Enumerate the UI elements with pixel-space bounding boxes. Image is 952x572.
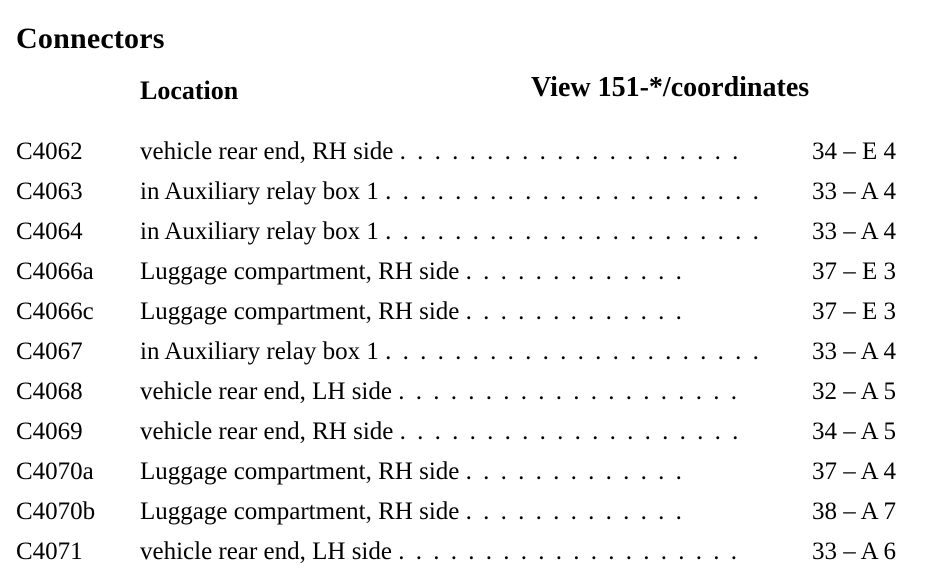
location-text: in Auxiliary relay box 1: [140, 218, 379, 245]
connector-id: C4066a: [16, 258, 94, 285]
dot-leader: . . . . . . . . . . . . .: [465, 458, 685, 485]
connector-id: C4071: [16, 538, 83, 565]
view-coordinate: 37 – E 3: [812, 298, 897, 325]
table-row: [0, 172, 952, 212]
location-text: Luggage compartment, RH side: [140, 498, 460, 525]
dot-leader: . . . . . . . . . . . . .: [465, 498, 685, 525]
view-coordinate: 33 – A 4: [812, 178, 897, 205]
connector-location: [140, 492, 800, 532]
location-text: Luggage compartment, RH side: [140, 298, 460, 325]
table-row: [0, 332, 952, 372]
connector-id: C4070b: [16, 498, 96, 525]
table-row: [0, 252, 952, 292]
dot-leader: . . . . . . . . . . . . . . . . . . . . . .: [385, 338, 762, 365]
connector-id: C4064: [16, 218, 83, 245]
connector-location: [140, 412, 800, 452]
page-title: Connectors: [16, 22, 165, 55]
view-coordinate: 33 – A 6: [812, 538, 897, 565]
connector-location: [140, 532, 800, 572]
table-row: [0, 132, 952, 172]
dot-leader: . . . . . . . . . . . . . . . . . . . . . .: [385, 218, 762, 245]
dot-leader: . . . . . . . . . . . . . . . . . . . .: [398, 538, 740, 565]
location-text: vehicle rear end, LH side: [140, 378, 392, 405]
view-coordinate: 37 – A 4: [812, 458, 897, 485]
connector-location: [140, 132, 800, 172]
connector-id: C4063: [16, 178, 83, 205]
connector-id: C4062: [16, 138, 83, 165]
connector-id: C4068: [16, 378, 83, 405]
table-row: [0, 492, 952, 532]
column-header-location: Location: [140, 76, 239, 105]
location-text: vehicle rear end, LH side: [140, 538, 392, 565]
dot-leader: . . . . . . . . . . . . .: [465, 298, 685, 325]
location-text: Luggage compartment, RH side: [140, 258, 460, 285]
connector-id: C4069: [16, 418, 83, 445]
connector-location: [140, 332, 800, 372]
connector-location: [140, 172, 800, 212]
connector-id: C4067: [16, 338, 83, 365]
connector-location: [140, 372, 800, 412]
table-row: [0, 372, 952, 412]
connector-location: [140, 212, 800, 252]
location-text: in Auxiliary relay box 1: [140, 178, 379, 205]
connector-id: C4070a: [16, 458, 94, 485]
table-row: [0, 212, 952, 252]
table-row: [0, 452, 952, 492]
view-coordinate: 34 – A 5: [812, 418, 897, 445]
location-text: vehicle rear end, RH side: [140, 418, 394, 445]
dot-leader: . . . . . . . . . . . . . . . . . . . . . .: [385, 178, 762, 205]
dot-leader: . . . . . . . . . . . . . . . . . . . .: [399, 138, 741, 165]
table-row: [0, 292, 952, 332]
connector-location: [140, 292, 800, 332]
view-coordinate: 33 – A 4: [812, 218, 897, 245]
dot-leader: . . . . . . . . . . . . .: [465, 258, 685, 285]
table-row: [0, 412, 952, 452]
dot-leader: . . . . . . . . . . . . . . . . . . . .: [399, 418, 741, 445]
location-text: vehicle rear end, RH side: [140, 138, 394, 165]
connector-table: [0, 132, 952, 572]
view-coordinate: 37 – E 3: [812, 258, 897, 285]
dot-leader: . . . . . . . . . . . . . . . . . . . .: [398, 378, 740, 405]
connector-location: [140, 252, 800, 292]
table-row: [0, 532, 952, 572]
location-text: Luggage compartment, RH side: [140, 458, 460, 485]
view-coordinate: 33 – A 4: [812, 338, 897, 365]
column-header-view: View 151-*/coordinates: [531, 72, 810, 103]
view-coordinate: 32 – A 5: [812, 378, 897, 405]
connector-location: [140, 452, 800, 492]
view-coordinate: 38 – A 7: [812, 498, 897, 525]
connector-id: C4066c: [16, 298, 94, 325]
view-coordinate: 34 – E 4: [812, 138, 897, 165]
location-text: in Auxiliary relay box 1: [140, 338, 379, 365]
